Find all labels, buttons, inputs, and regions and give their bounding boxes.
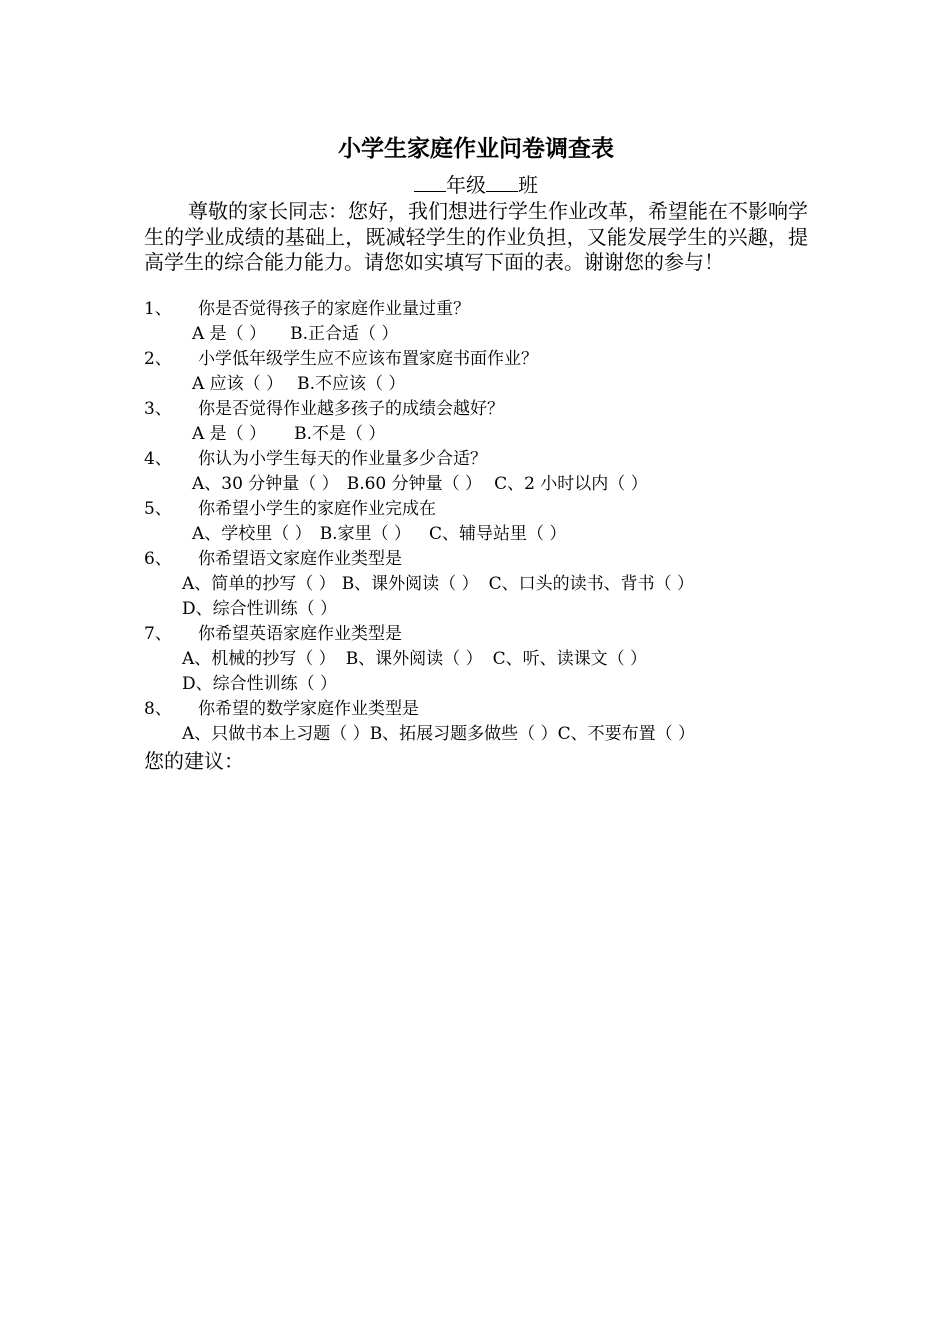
option-a[interactable]: A、简单的抄写（ ） [182,574,336,594]
page-title: 小学生家庭作业问卷调查表 [338,135,614,162]
class-label: 班 [518,173,538,197]
question-text: 你是否觉得作业越多孩子的成绩会越好？ [198,399,504,419]
option-a[interactable]: A、机械的抄写（ ） [182,649,336,669]
question-text: 你希望的数学家庭作业类型是 [198,699,419,719]
suggestion-label: 您的建议： [144,749,244,773]
option-c[interactable]: C、2 小时以内（ ） [494,474,648,494]
question-number: 3、 [144,399,172,419]
question-7 [144,622,808,647]
question-number: 5、 [144,499,172,519]
question-number: 7、 [144,624,172,644]
question-text: 你希望语文家庭作业类型是 [198,549,402,569]
option-b[interactable]: B.不应该（ ） [297,374,406,394]
option-c[interactable]: C、口头的读书、背书（ ） [488,574,695,594]
question-text: 你希望英语家庭作业类型是 [198,624,402,644]
option-b[interactable]: B.家里（ ） [319,524,411,544]
class-line [144,171,808,199]
question-6 [144,547,808,572]
question-4 [144,447,808,472]
question-number: 6、 [144,549,172,569]
class-blank[interactable] [486,171,518,192]
question-8 [144,697,808,722]
grade-blank[interactable] [414,171,446,192]
document-page [144,0,808,1344]
option-a[interactable]: A 应该（ ） [192,374,284,394]
question-text: 你希望小学生的家庭作业完成在 [198,499,436,519]
option-b[interactable]: B.正合适（ ） [290,324,399,344]
option-c[interactable]: C、听、读课文（ ） [492,649,648,669]
option-b[interactable]: B、课外阅读（ ） [345,649,483,669]
question-7-options [144,647,846,672]
question-8-options [144,722,846,747]
question-text: 你是否觉得孩子的家庭作业量过重？ [198,299,470,319]
option-b[interactable]: B、课外阅读（ ） [341,574,479,594]
question-2 [144,347,808,372]
intro-paragraph: 尊敬的家长同志：您好，我们想进行学生作业改革，希望能在不影响学生的学业成绩的基础上，既减轻学生的作业负担，又能发展学生的兴趣，提高学生的综合能力能力。请您如实填写下面的表。谢谢您的参与！ [144,199,808,274]
option-a[interactable]: A、30 分钟量（ ） [192,474,339,494]
question-text: 小学低年级学生应不应该布置家庭书面作业？ [198,349,538,369]
option-b[interactable]: B、拓展习题多做些（ ） [369,724,558,744]
question-4-options [144,472,856,497]
question-6-options-extra [144,597,846,622]
question-number: 4、 [144,449,172,469]
option-c[interactable]: C、辅导站里（ ） [429,524,567,544]
question-3-options [144,422,856,447]
question-number: 1、 [144,299,172,319]
option-d[interactable]: D、综合性训练（ ） [182,599,338,619]
question-text: 你认为小学生每天的作业量多少合适？ [198,449,487,469]
option-a[interactable]: A 是（ ） [192,424,267,444]
question-3 [144,397,808,422]
option-d[interactable]: D、综合性训练（ ） [182,674,338,694]
question-number: 2、 [144,349,172,369]
question-5-options [144,522,856,547]
option-a[interactable]: A、学校里（ ） [192,524,312,544]
option-b[interactable]: B.60 分钟量（ ） [346,474,483,494]
grade-label: 年级 [446,173,486,197]
question-5 [144,497,808,522]
question-7-options-extra [144,672,846,697]
question-1 [144,297,808,322]
question-2-options [144,372,856,397]
question-1-options [144,322,856,347]
question-number: 8、 [144,699,172,719]
option-c[interactable]: C、不要布置（ ） [557,724,696,744]
option-a[interactable]: A、只做书本上习题（ ） [182,724,370,744]
question-6-options [144,572,846,597]
option-b[interactable]: B.不是（ ） [294,424,386,444]
option-a[interactable]: A 是（ ） [192,324,267,344]
